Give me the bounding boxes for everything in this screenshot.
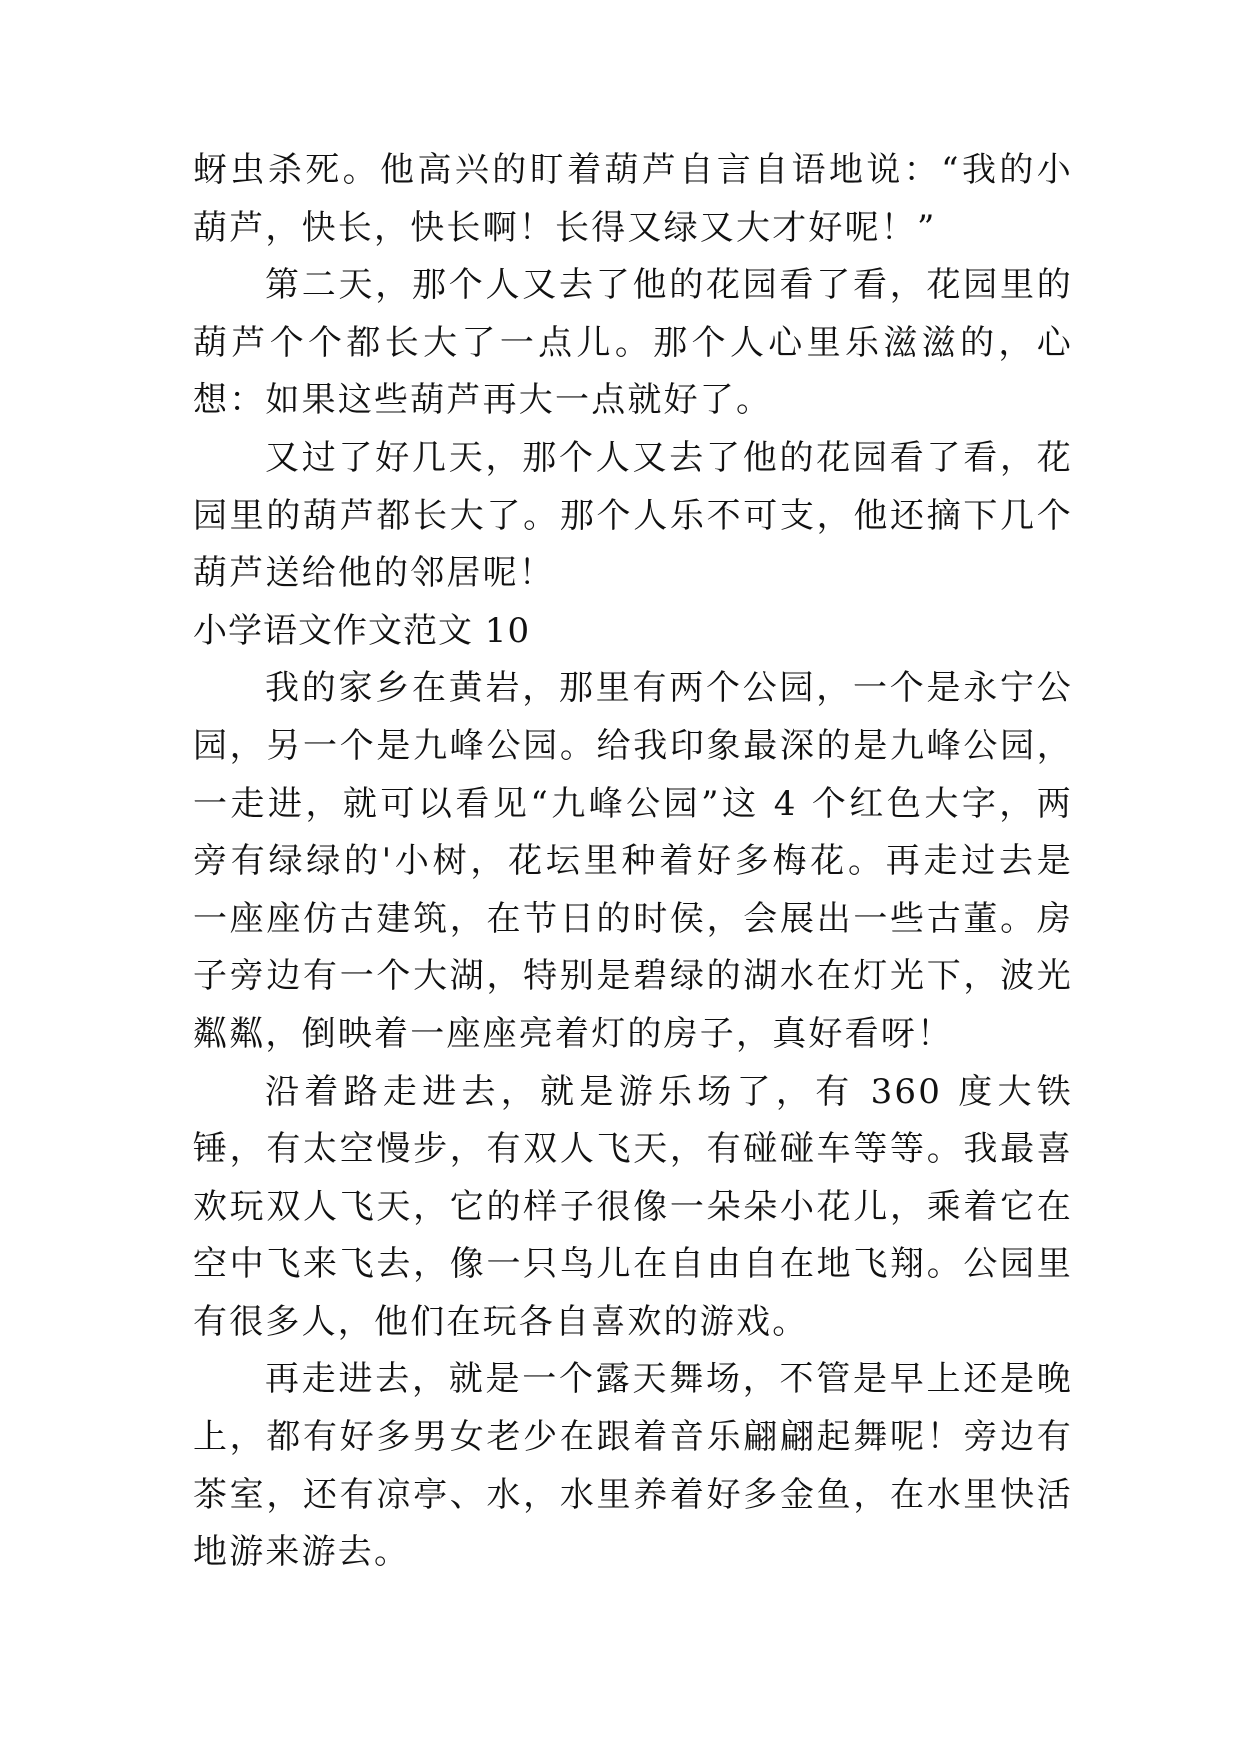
paragraph-6: 再走进去，就是一个露天舞场，不管是早上还是晚上，都有好多男女老少在跟着音乐翩翩起舞呢！旁边有茶室，还有凉亭、水，水里养着好多金鱼，在水里快活地游来游去。	[193, 1359, 1073, 1573]
paragraph-5: 沿着路走进去，就是游乐场了，有 360 度大铁锤，有太空慢步，有双人飞天，有碰碰车等等。我最喜欢玩双人飞天，它的样子很像一朵朵小花儿，乘着它在空中飞来飞去，像一只鸟儿在自由自在地飞翔。公园里有很多人，他们在玩各自喜欢的游戏。	[193, 1071, 1073, 1342]
section-heading: 小学语文作文范文 10	[193, 610, 531, 651]
paragraph-4: 我的家乡在黄岩，那里有两个公园，一个是永宁公园，另一个是九峰公园。给我印象最深的是九峰公园，一走进，就可以看见“九峰公园”这 4 个红色大字，两旁有绿绿的'小树，花坛里种着好多梅花。再走过去是一座座仿古建筑，在节日的时侯，会展出一些古董。房子旁边有一个大湖，特别是碧绿的湖水在灯光下，波光粼粼，倒映着一座座亮着灯的房子，真好看呀！	[193, 668, 1073, 1054]
paragraph-3: 又过了好几天，那个人又去了他的花园看了看，花园里的葫芦都长大了。那个人乐不可支，他还摘下几个葫芦送给他的邻居呢！	[193, 437, 1073, 594]
document-page	[193, 142, 1073, 1582]
paragraph-2: 第二天，那个人又去了他的花园看了看，花园里的葫芦个个都长大了一点儿。那个人心里乐滋滋的，心想：如果这些葫芦再大一点就好了。	[193, 265, 1073, 421]
paragraph-1: 蚜虫杀死。他高兴的盯着葫芦自言自语地说：“我的小葫芦，快长，快长啊！长得又绿又大才好呢！”	[193, 150, 1073, 248]
